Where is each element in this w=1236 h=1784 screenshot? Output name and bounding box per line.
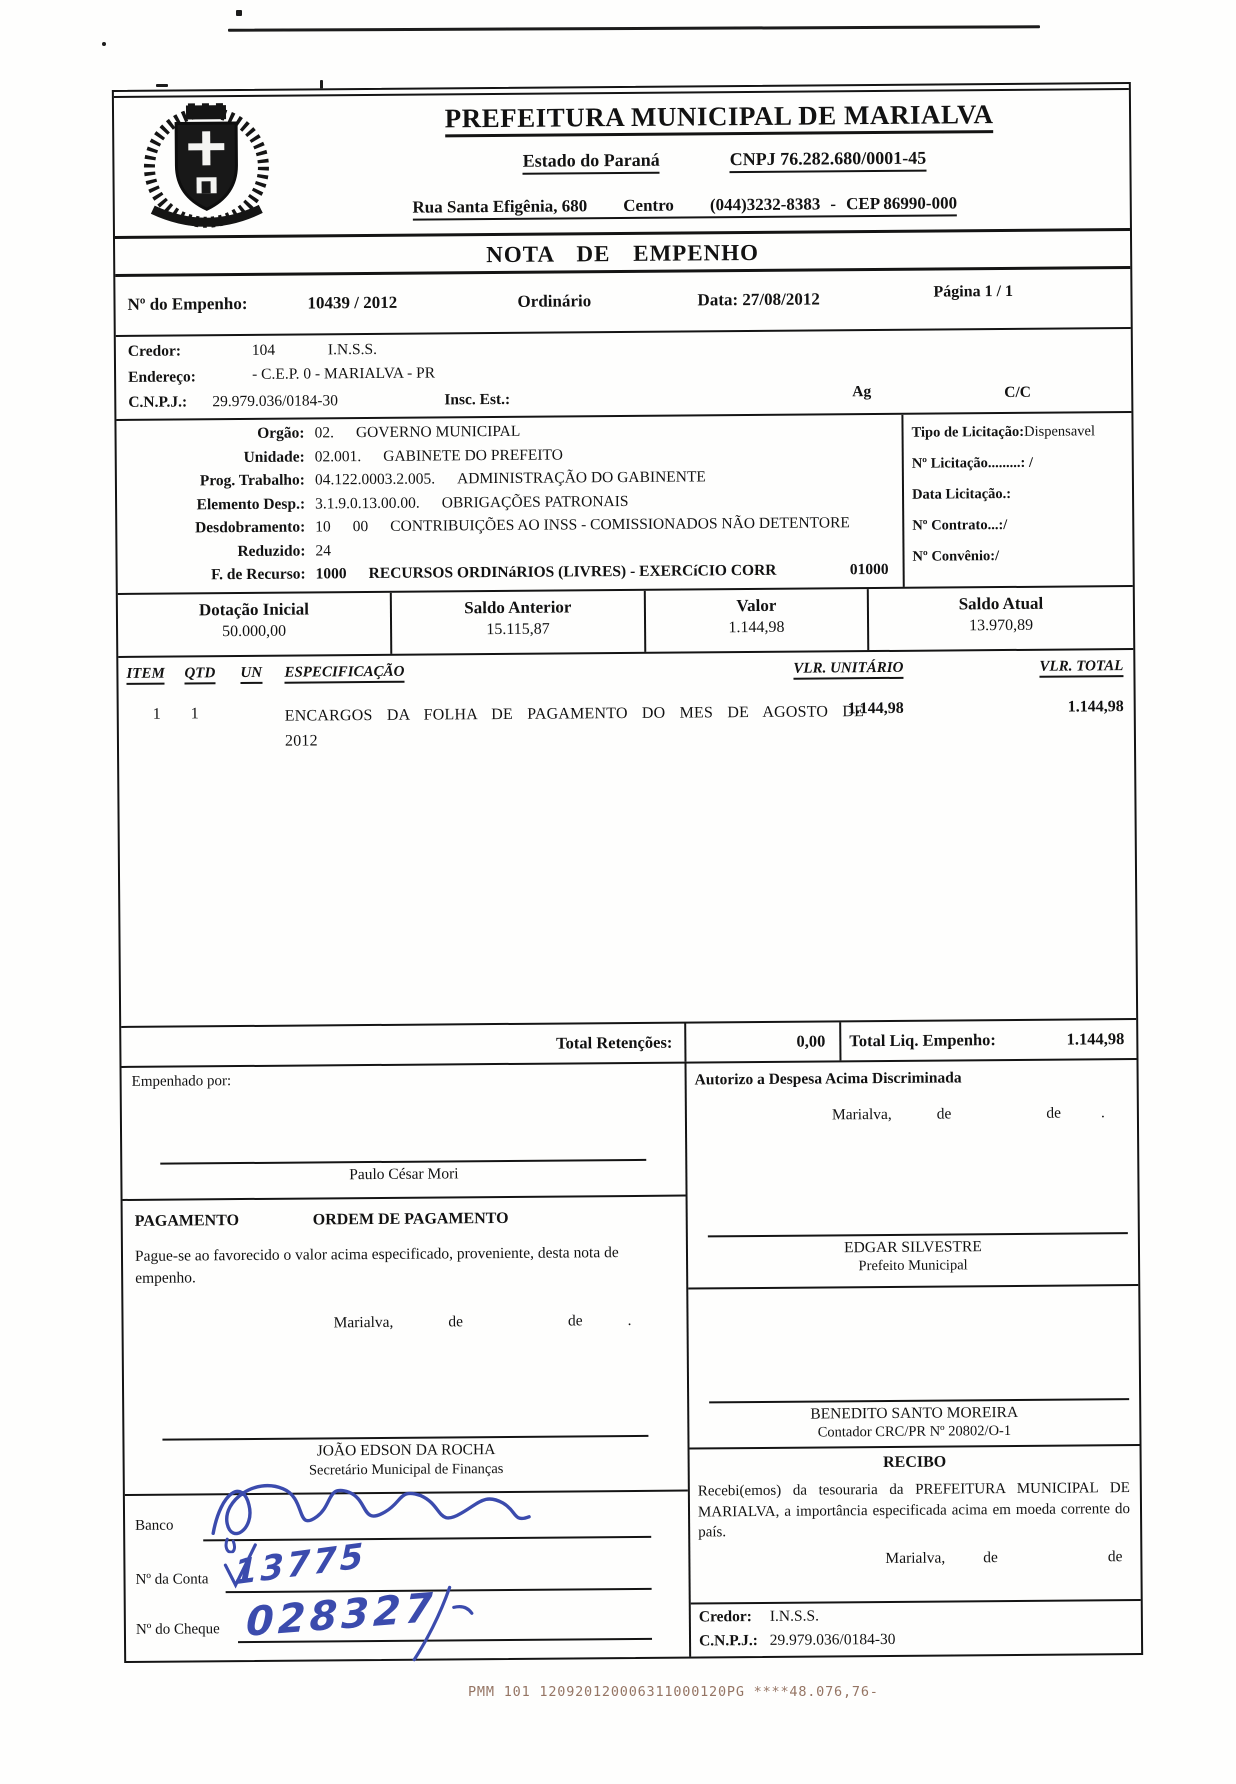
recibo-title: RECIBO <box>883 1453 947 1472</box>
items-header-un: UN <box>240 665 262 682</box>
prefeito-role: Prefeito Municipal <box>858 1257 968 1275</box>
budget-classification-block <box>116 413 1132 595</box>
contract-number-row: Nº Contrato...:/ <box>912 517 1008 534</box>
header-state-cnpj-row <box>354 146 1094 176</box>
creditor-cnpj: 29.979.036/0184-30 <box>212 392 339 411</box>
document-header <box>114 84 1130 239</box>
valor-cell: Valor 1.144,98 <box>646 589 870 652</box>
cheque-handwritten-flourish <box>396 1585 477 1662</box>
items-header-qtd: QTD <box>184 665 215 682</box>
org-district: Centro <box>623 195 674 216</box>
autorizo-title: Autorizo a Despesa Acima Discriminada <box>694 1069 962 1089</box>
bidding-info-box <box>901 413 1132 587</box>
prefeito-name: EDGAR SILVESTRE <box>844 1238 982 1257</box>
agency-label: Ag <box>852 383 872 401</box>
pagamento-label: PAGAMENTO <box>134 1212 240 1230</box>
budget-balances-row <box>118 587 1133 658</box>
recibo-text: Recebi(emos) da tesouraria da PREFEITURA MUNICIPAL DE MARIALVA, a importância especificada acima em moeda corrente do país. <box>697 1480 1131 1541</box>
items-header-vlr-unitario: VLR. UNITÁRIO <box>793 660 903 678</box>
contador-name: BENEDITO SANTO MOREIRA <box>810 1403 1019 1423</box>
autorizo-date-line: Marialva, de de . <box>831 1104 1105 1124</box>
header-double-rule <box>114 88 1129 98</box>
contador-role: Contador CRC/PR Nº 20802/O-1 <box>817 1423 1012 1441</box>
autorizo-box <box>687 1060 1139 1290</box>
state-registration-label: Insc. Est.: <box>444 390 511 409</box>
items-header-item: ITEM <box>126 666 164 683</box>
conta-handwritten-checkstroke <box>221 1543 261 1589</box>
creditor-cnpj-label: C.N.P.J.: <box>128 393 188 411</box>
scan-page-edge-line <box>228 25 1040 32</box>
agreement-number-row: Nº Convênio:/ <box>912 548 1000 565</box>
contador-box <box>688 1286 1139 1450</box>
recibo-credor-cnpj: 29.979.036/0184-30 <box>769 1630 896 1649</box>
empenhado-por-label: Empenhado por: <box>131 1073 232 1090</box>
classification-row-elemento: Elemento Desp.: 3.1.9.0.13.00.00. OBRIGAÇÕES PATRONAIS <box>196 492 629 513</box>
saldo-anterior-cell: Saldo Anterior 15.115,87 <box>392 591 646 654</box>
bidding-type-row: Tipo de Licitação:Dispensavel <box>911 423 1096 441</box>
account-label: C/C <box>1004 383 1032 402</box>
scan-artifact-dot <box>102 42 106 46</box>
org-address: Rua Santa Efigênia, 680 <box>412 196 588 217</box>
items-table <box>118 650 1136 1026</box>
ordem-pagamento-label: ORDEM DE PAGAMENTO <box>312 1209 509 1229</box>
recibo-credor-name: I.N.S.S. <box>769 1607 819 1625</box>
recibo-credor-row: Credor: I.N.S.S. <box>698 1607 819 1626</box>
creditor-block <box>116 329 1132 421</box>
classification-row-orgao: Orgão: 02. GOVERNO MUNICIPAL <box>257 422 521 442</box>
creditor-address-label: Endereço: <box>128 368 196 386</box>
pagamento-date-line: Marialva, de de . <box>333 1311 632 1332</box>
banco-handwritten-signature <box>203 1459 544 1554</box>
empenhado-signer-name: Paulo César Mori <box>349 1165 459 1184</box>
creditor-code: 104 <box>251 341 276 359</box>
document-title: NOTA DE EMPENHO <box>115 231 1130 277</box>
dotacao-inicial-cell: Dotação Inicial 50.000,00 <box>118 593 393 656</box>
header-address-row: Rua Santa Efigênia, 680 Centro (044)3232-8383 - CEP 86990-000 <box>245 192 1125 222</box>
empenho-number-row <box>115 272 1130 337</box>
bidding-type-value: Dispensavel <box>1024 423 1096 440</box>
total-liquido-label: Total Liq. Empenho: <box>849 1030 996 1051</box>
pague-se-text: Pague-se ao favorecido o valor acima especificado, proveniente, desta nota de empenho. <box>134 1244 619 1288</box>
scan-artifact-dot <box>236 10 242 16</box>
saldo-atual-cell: Saldo Atual 13.970,89 <box>958 593 1044 635</box>
state-label: Estado do Paraná <box>523 150 660 175</box>
recibo-date-line: Marialva, de de <box>885 1548 1123 1567</box>
cheque-label: Nº do Cheque <box>135 1621 220 1638</box>
total-retencoes-value: 0,00 <box>686 1022 841 1061</box>
dot-matrix-footer-code: PMM 101 120920120006311000120PG ****48.076,76- <box>468 1684 879 1700</box>
item-number: 1 <box>152 705 161 723</box>
signatures-area <box>122 1060 1142 1661</box>
total-liquido-value: 1.144,98 <box>1066 1029 1125 1049</box>
items-header-vlr-total: VLR. TOTAL <box>1039 658 1123 676</box>
item-vlr-unitario: 1.144,98 <box>847 699 904 718</box>
nota-de-empenho-document <box>112 82 1143 1663</box>
item-espec: ENCARGOS DA FOLHA DE PAGAMENTO DO MES DE AGOSTO DE 2012 <box>284 703 865 750</box>
classification-row-desdobramento: Desdobramento: 10 00 CONTRIBUIÇÕES AO INSS - COMISSIONADOS NÃO DETENTORE <box>194 514 850 537</box>
ordem-pagamento-box <box>123 1197 688 1496</box>
item-vlr-total: 1.144,98 <box>1067 698 1124 716</box>
total-liquido-cell <box>841 1020 1136 1060</box>
org-cnpj: CNPJ 76.282.680/0001-45 <box>730 148 927 174</box>
recibo-cnpj-row: C.N.P.J.: 29.979.036/0184-30 <box>698 1630 896 1650</box>
secretario-name: JOÃO EDSON DA ROCHA <box>316 1441 496 1460</box>
recibo-box <box>690 1446 1141 1605</box>
org-cep: CEP 86990-000 <box>845 193 958 214</box>
scan-artifact-dash <box>156 84 168 87</box>
classification-left <box>116 415 902 593</box>
page-indicator: Página 1 / 1 <box>933 282 1014 301</box>
bank-details-box <box>125 1492 689 1661</box>
cheque-handwritten-value: 028327 <box>245 1584 438 1646</box>
creditor-name: I.N.S.S. <box>327 340 378 359</box>
empenhado-por-box <box>122 1064 686 1201</box>
organization-title: PREFEITURA MUNICIPAL DE MARIALVA <box>324 98 1114 135</box>
empenho-number-value: 10439 / 2012 <box>307 292 398 313</box>
banco-label: Banco <box>135 1517 174 1534</box>
creditor-label: Credor: <box>127 342 182 360</box>
empenho-date: Data: 27/08/2012 <box>697 289 820 310</box>
empenho-type: Ordinário <box>517 291 592 311</box>
creditor-address: - C.E.P. 0 - MARIALVA - PR <box>252 364 436 383</box>
items-header-espec: ESPECIFICAÇÃO <box>284 664 404 682</box>
left-signature-column <box>122 1064 692 1661</box>
empenho-number-label: Nº do Empenho: <box>127 293 248 314</box>
right-signature-column <box>687 1060 1142 1657</box>
classification-row-fonte-recurso: F. de Recurso: 1000 RECURSOS ORDINáRIOS (LIVRES) - EXERCíCIO CORR 01000 <box>211 560 889 584</box>
classification-row-reduzido: Reduzido: 24 <box>237 541 332 560</box>
bidding-number-row: Nº Licitação.........: / <box>911 454 1034 472</box>
org-phone: (044)3232-8383 <box>709 194 821 215</box>
total-retencoes-label: Total Retenções: <box>121 1024 686 1066</box>
bidding-date-row: Data Licitação.: <box>911 485 1012 503</box>
recibo-credor-box <box>691 1601 1141 1657</box>
classification-row-prog-trabalho: Prog. Trabalho: 04.122.0003.2.005. ADMINISTRAÇÃO DO GABINENTE <box>199 468 706 490</box>
classification-row-unidade: Unidade: 02.001. GABINETE DO PREFEITO <box>243 445 563 466</box>
conta-handwritten-value: 13775 <box>233 1535 367 1594</box>
secretario-role: Secretário Municipal de Finanças <box>308 1460 504 1479</box>
conta-label: Nº da Conta <box>135 1571 209 1588</box>
item-qtd: 1 <box>190 705 199 723</box>
